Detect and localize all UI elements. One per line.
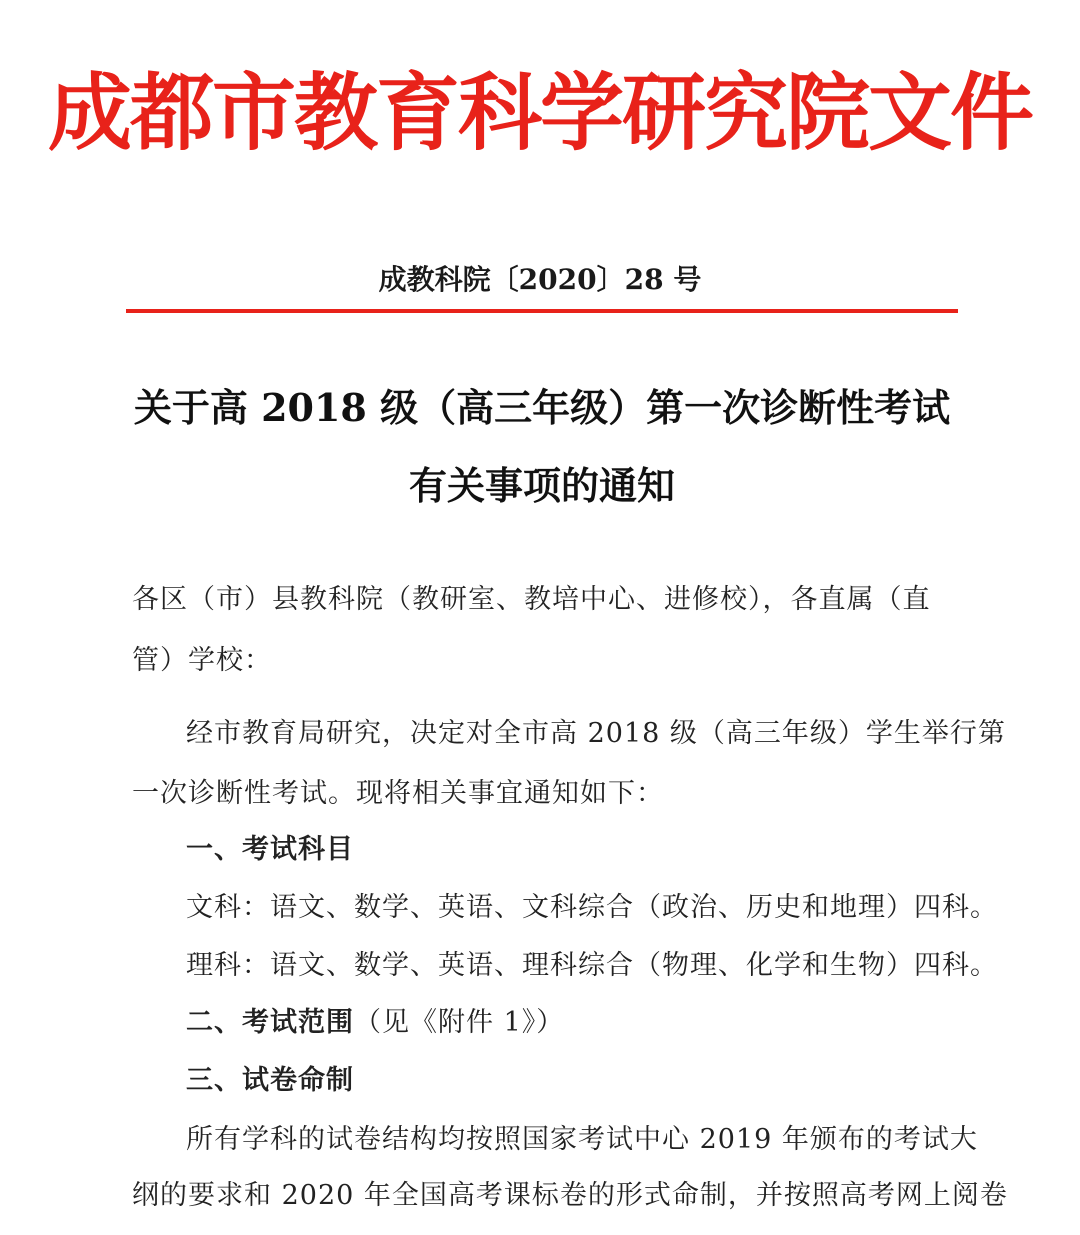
intro-line-1: 经市教育局研究，决定对全市高 2018 级（高三年级）学生举行第 [186, 718, 1006, 749]
salutation-line-2: 管）学校： [132, 645, 272, 676]
section-1-heading: 一、考试科目 [186, 834, 354, 865]
section-2-heading: 二、考试范围 [186, 1007, 354, 1038]
intro-line-2: 一次诊断性考试。现将相关事宜通知如下： [132, 778, 664, 809]
section-3-heading: 三、试卷命制 [186, 1065, 354, 1096]
section-2-row [186, 1003, 954, 1043]
section-2-attachment-note: （见《附件 1》） [354, 1007, 565, 1038]
red-divider-line [126, 309, 958, 313]
section-1-science-subjects: 理科：语文、数学、英语、理科综合（物理、化学和生物）四科。 [186, 950, 998, 981]
notice-title-line-1: 关于高 2018 级（高三年级）第一次诊断性考试 [133, 385, 951, 430]
document-number: 成教科院〔2020〕28 号 [378, 263, 702, 296]
section-1-arts-subjects: 文科：语文、数学、英语、文科综合（政治、历史和地理）四科。 [186, 892, 998, 923]
salutation-line-1: 各区（市）县教科院（教研室、教培中心、进修校），各直属（直 [132, 584, 931, 615]
section-3-line-1: 所有学科的试卷结构均按照国家考试中心 2019 年颁布的考试大 [186, 1124, 978, 1155]
issuing-organization-title: 成都市教育科学研究院文件 [47, 64, 1032, 162]
section-3-line-2: 纲的要求和 2020 年全国高考课标卷的形式命制，并按照高考网上阅卷 [132, 1180, 1008, 1211]
notice-title-line-2: 有关事项的通知 [408, 463, 675, 508]
